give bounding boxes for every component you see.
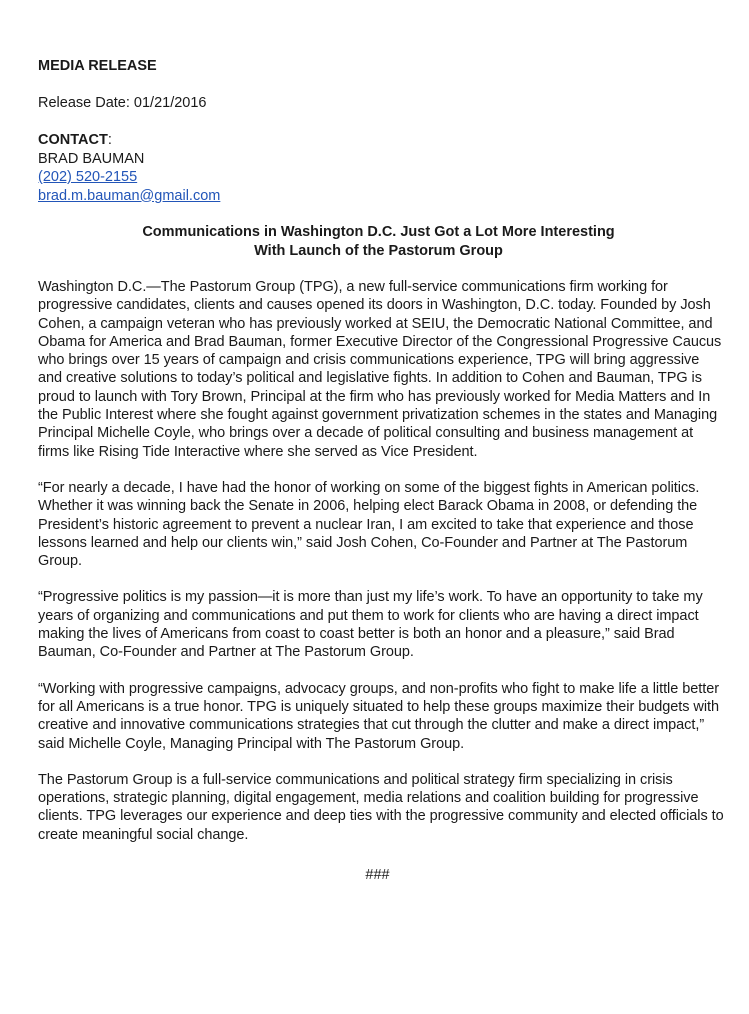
contact-heading: CONTACT bbox=[38, 132, 108, 148]
headline-line-2: With Launch of the Pastorum Group bbox=[254, 242, 503, 259]
body-paragraph-2: “For nearly a decade, I have had the honor of working on some of the biggest fights in American politics. Whether it was winning back the Senate in 2006, helping elect Barack Obama in 2008, or defending the President’s historic agreement to prevent a nuclear Iran, I am excited to take that experience and those lessons learned and help our clients win,” said Josh Cohen, Co-Founder and Partner at The Pastorum Group. bbox=[38, 479, 700, 570]
headline-line-1: Communications in Washington D.C. Just Got a Lot More Interesting bbox=[142, 224, 615, 240]
body-paragraph-1: Washington D.C.—The Pastorum Group (TPG), a new full-service communications firm working for progressive candidates, clients and causes opened its doors in Washington, D.C. today. Founded by Josh Cohen, a campaign veteran who has previously worked at SEIU, the Democratic National Committee, and Obama for America and Brad Bauman, former Executive Director of the Congressional Progressive Caucus who brings over 15 years of campaign and crisis communications experience, TPG will bring aggressive and creative solutions to today’s political and legislative fights. In addition to Cohen and Bauman, TPG is proud to launch with Tory Brown, Principal at the firm who has previously worked for Media Matters and In the Public Interest where she fought against government privatization schemes in the states and Managing Principal Michelle Coyle, who brings over a decade of political consulting and business management at firms like Rising Tide Interactive where she served as Vice President. bbox=[38, 279, 722, 460]
body-paragraph-4: “Working with progressive campaigns, advocacy groups, and non-profits who fight to make life a little better for all Americans is a true honor. TPG is uniquely situated to help these groups maximize their budgets with creative and innovative communications strategies that cut through the clutter and make a direct impact,” said Michelle Coyle, Managing Principal with The Pastorum Group. bbox=[38, 680, 720, 752]
body-paragraph-5: The Pastorum Group is a full-service communications and political strategy firm specializing in crisis operations, strategic planning, digital engagement, media relations and coalition building for progressive clients. TPG leverages our experience and deep ties with the progressive community and elected officials to create meaningful social change. bbox=[38, 771, 724, 843]
body-paragraph-3: “Progressive politics is my passion—it is more than just my life’s work. To have an opportunity to take my years of organizing and communications and put them to work for clients who are having a direct impact making the lives of Americans from coast to coast better is both an honor and a pleasure,” said Brad Bauman, Co-Founder and Partner at The Pastorum Group. bbox=[38, 589, 703, 661]
contact-block bbox=[38, 131, 725, 205]
headline bbox=[38, 223, 725, 260]
contact-email-link[interactable]: brad.m.bauman@gmail.com bbox=[38, 187, 221, 204]
contact-heading-line bbox=[38, 131, 725, 150]
end-of-release-mark: ### bbox=[365, 867, 390, 884]
media-release-label: MEDIA RELEASE bbox=[38, 58, 157, 74]
release-date: Release Date: 01/21/2016 bbox=[38, 95, 207, 111]
contact-heading-colon: : bbox=[107, 132, 112, 148]
contact-phone-link[interactable]: (202) 520-2155 bbox=[38, 169, 138, 185]
contact-name: BRAD BAUMAN bbox=[38, 150, 145, 167]
